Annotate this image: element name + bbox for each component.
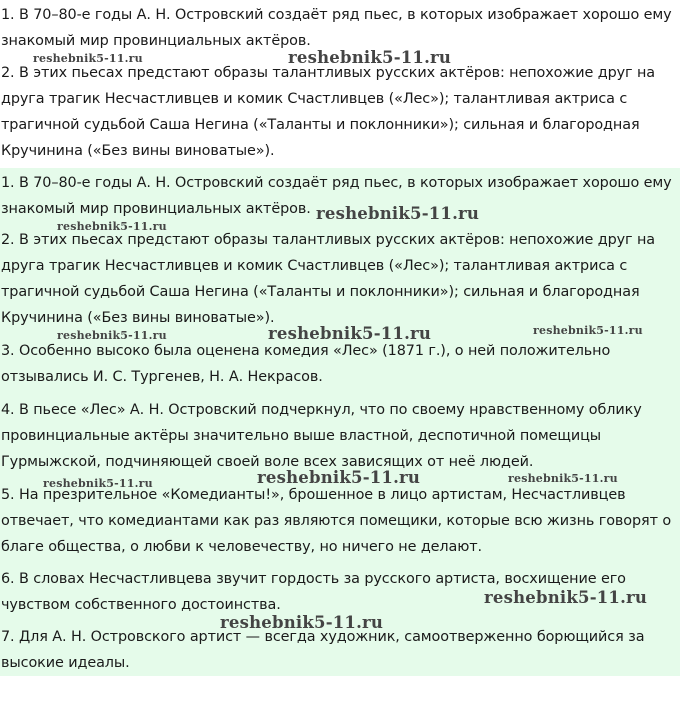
paragraph-7: 7. Для А. Н. Островского артист — всегда художник, самоотверженно борющийся за высокие идеалы. [1,629,645,671]
watermark: reshebnik5-11.ru [316,204,480,223]
paragraph-1: 1. В 70–80-е годы А. Н. Островский создаёт ряд пьес, в которых изображает хорошо ему знакомый мир провинциальных актёров. [1,175,672,217]
paragraph-2: 2. В этих пьесах предстают образы талантливых русских актёров: непохожие друг на друга трагик Несчастливцев и комик Счастливцев («Лес»); талантливая актриса с трагичной судьбой Саша Негина («Таланты и поклонники»); сильная и благородная Кручинина («Без вины виноватые»). [1,232,655,326]
watermark: reshebnik5-11.ru [33,52,143,65]
paragraph-4: 4. В пьесе «Лес» А. Н. Островский подчеркнул, что по своему нравственному облику провинциальные актёры значительно выше властной, деспотичной помещицы Гурмыжской, подчиняющей своей воле всех зависящих от неё людей. [1,402,642,470]
watermark: reshebnik5-11.ru [57,329,167,342]
watermark: reshebnik5-11.ru [288,48,452,67]
top-paragraph-1: 1. В 70–80-е годы А. Н. Островский создаёт ряд пьес, в которых изображает хорошо ему знакомый мир провинциальных актёров. [1,7,672,49]
watermark: reshebnik5-11.ru [508,472,618,485]
watermark: reshebnik5-11.ru [220,613,384,632]
watermark: reshebnik5-11.ru [43,477,153,490]
top-paragraph-2: 2. В этих пьесах предстают образы талантливых русских актёров: непохожие друг на друга трагик Несчастливцев и комик Счастливцев («Лес»); талантливая актриса с трагичной судьбой Саша Негина («Таланты и поклонники»); сильная и благородная Кручинина («Без вины виноватые»). [1,65,655,159]
top-text-block [0,0,680,168]
watermark: reshebnik5-11.ru [484,588,648,607]
paragraph-6: 6. В словах Несчастливцева звучит гордость за русского артиста, восхищение его чувством собственного достоинства. [1,571,626,613]
watermark: reshebnik5-11.ru [268,324,432,343]
paragraph-5: 5. На презрительное «Комедианты!», брошенное в лицо артистам, Несчастливцев отвечает, что комедиантами как раз являются помещики, которые всю жизнь говорят о благе общества, о любви к человечеству, но ничего не делают. [1,487,672,555]
watermark: reshebnik5-11.ru [533,324,643,337]
watermark: reshebnik5-11.ru [257,468,421,487]
paragraph-3: 3. Особенно высоко была оценена комедия «Лес» (1871 г.), о ней положительно отзывались И. С. Тургенев, Н. А. Некрасов. [1,343,611,385]
watermark: reshebnik5-11.ru [57,220,167,233]
